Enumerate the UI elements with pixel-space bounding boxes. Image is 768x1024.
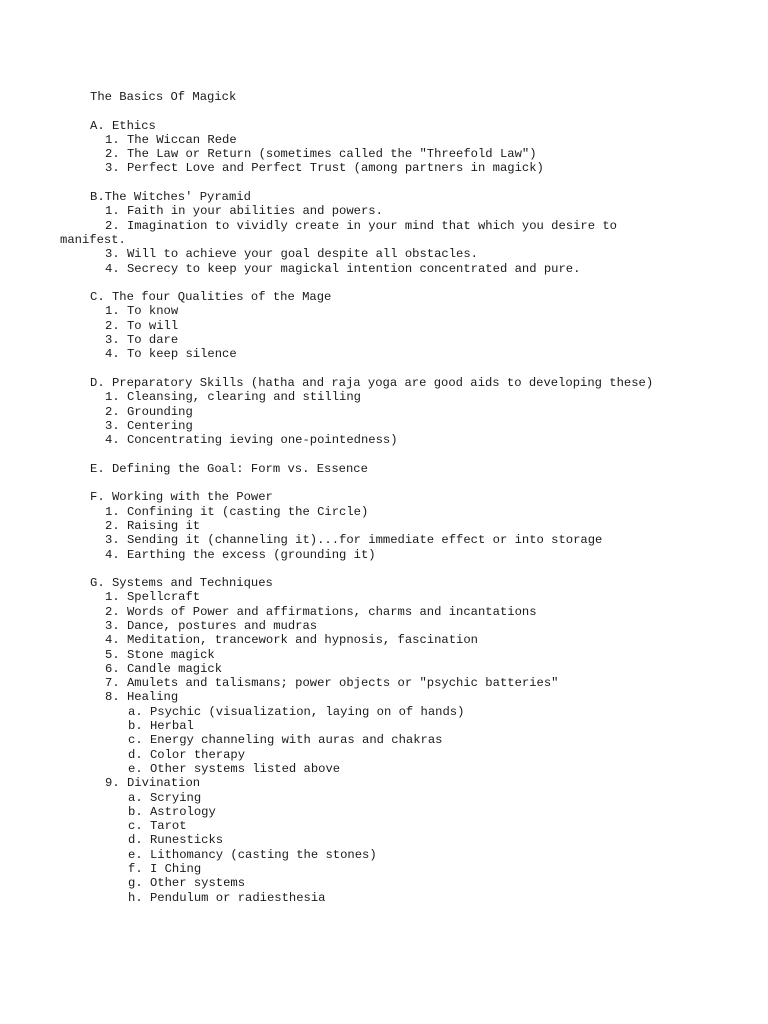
list-item: 8. Healing <box>105 690 179 705</box>
section-heading: C. The four Qualities of the Mage <box>90 290 332 305</box>
list-item: 2. To will <box>105 318 179 333</box>
section-heading: A. Ethics <box>90 118 156 133</box>
section-preparatory-skills <box>90 376 730 447</box>
list-item: 1. To know <box>105 304 179 319</box>
sub-list-item: b. Herbal <box>128 719 194 734</box>
sub-list-item: a. Scrying <box>128 790 202 805</box>
sub-list-item: a. Psychic (visualization, laying on of hands) <box>128 704 465 719</box>
list-item: 1. Cleansing, clearing and stilling <box>105 390 361 405</box>
list-item: 7. Amulets and talismans; power objects or "psychic batteries" <box>105 676 559 691</box>
sub-list-item: d. Runesticks <box>128 833 224 848</box>
list-item: 1. Confining it (casting the Circle) <box>105 504 369 519</box>
section-defining-goal <box>90 462 730 476</box>
list-item: 2. Raising it <box>105 518 201 533</box>
list-item: 4. Earthing the excess (grounding it) <box>105 547 376 562</box>
sub-list-item: g. Other systems <box>128 876 246 891</box>
list-item: 2. The Law or Return (sometimes called the "Threefold Law") <box>105 147 537 162</box>
list-item: 1. The Wiccan Rede <box>105 132 237 147</box>
list-item: 1. Spellcraft <box>105 590 201 605</box>
list-item: 1. Faith in your abilities and powers. <box>105 204 383 219</box>
sub-list-item: h. Pendulum or radiesthesia <box>128 890 326 905</box>
sub-list-item: e. Other systems listed above <box>128 761 341 776</box>
document-body <box>60 90 730 905</box>
list-item: 4. Secrecy to keep your magickal intention concentrated and pure. <box>105 261 581 276</box>
sub-list-item: d. Color therapy <box>128 747 246 762</box>
section-heading: B.The Witches' Pyramid <box>90 190 251 205</box>
section-working-with-power <box>90 490 730 561</box>
list-item-continuation: manifest. <box>60 232 126 247</box>
list-item: 5. Stone magick <box>105 647 215 662</box>
list-item: 9. Divination <box>105 776 201 791</box>
sub-list-item: c. Energy channeling with auras and chakras <box>128 733 443 748</box>
section-qualities-of-mage <box>90 290 730 361</box>
list-item: 3. Centering <box>105 418 193 433</box>
section-heading: D. Preparatory Skills (hatha and raja yoga are good aids to developing these) <box>90 375 654 390</box>
list-item: 2. Imagination to vividly create in your mind that which you desire to <box>105 218 617 233</box>
sub-list-item: e. Lithomancy (casting the stones) <box>128 847 377 862</box>
list-item: 2. Grounding <box>105 404 193 419</box>
list-item: 6. Candle magick <box>105 661 223 676</box>
list-item: 4. Meditation, trancework and hypnosis, fascination <box>105 633 478 648</box>
list-item: 3. Dance, postures and mudras <box>105 618 318 633</box>
section-systems-and-techniques <box>90 576 730 905</box>
list-item: 2. Words of Power and affirmations, charms and incantations <box>105 604 537 619</box>
list-item: 3. Perfect Love and Perfect Trust (among partners in magick) <box>105 161 544 176</box>
list-item: 4. To keep silence <box>105 347 237 362</box>
sub-list-item: c. Tarot <box>128 819 187 834</box>
sub-list-item: b. Astrology <box>128 804 216 819</box>
section-heading: F. Working with the Power <box>90 490 273 505</box>
list-item: 4. Concentrating ieving one-pointedness) <box>105 433 398 448</box>
list-item: 3. Sending it (channeling it)...for immediate effect or into storage <box>105 533 603 548</box>
section-witches-pyramid <box>60 190 730 276</box>
section-heading: G. Systems and Techniques <box>90 576 273 591</box>
list-item: 3. To dare <box>105 333 179 348</box>
document-title: The Basics Of Magick <box>90 90 237 104</box>
section-ethics <box>90 119 730 176</box>
section-heading: E. Defining the Goal: Form vs. Essence <box>90 461 368 476</box>
list-item: 3. Will to achieve your goal despite all obstacles. <box>105 247 478 262</box>
sub-list-item: f. I Ching <box>128 862 202 877</box>
